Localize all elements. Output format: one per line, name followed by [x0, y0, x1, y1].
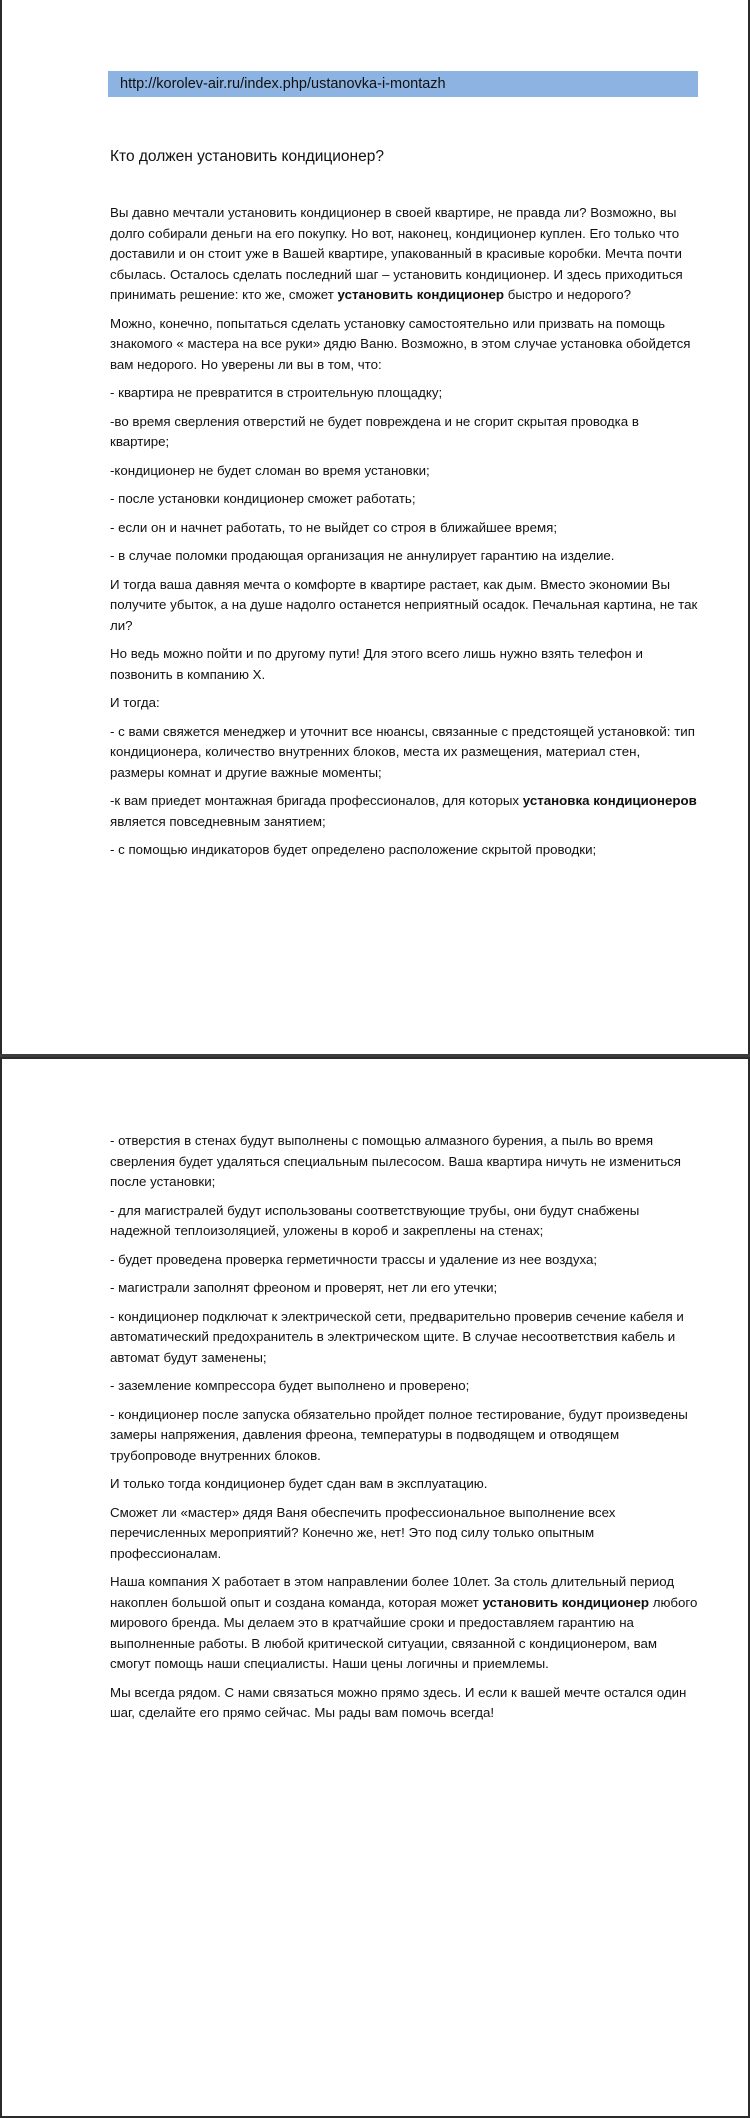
bold-keyword: установка кондиционеров — [522, 793, 697, 808]
paragraph: - после установки кондиционер сможет работать; — [110, 491, 416, 506]
paragraph: - кондиционер после запуска обязательно пройдет полное тестирование, будут произведены замеры напряжения, давления фреона, температуры в подводящем и отводящем трубопроводе внутренних блоков. — [110, 1406, 688, 1463]
paragraph: - для магистралей будут использованы соответствующие трубы, они будут снабжены надежной теплоизоляцией, уложены в короб и закреплены на стенах; — [110, 1202, 640, 1238]
document-title: Кто должен установить кондиционер? — [110, 148, 384, 165]
paragraph: И тогда ваша давняя мечта о комфорте в квартире растает, как дым. Вместо экономии Вы получите убыток, а на душе надолго останется неприятный осадок. Печальная картина, не так ли? — [110, 576, 698, 633]
paragraph: Мы всегда рядом. С нами связаться можно прямо здесь. И если к вашей мечте остался один шаг, сделайте его прямо сейчас. Мы рады вам помочь всегда! — [110, 1684, 687, 1720]
url-highlight[interactable]: http://korolev-air.ru/index.php/ustanovka-i-montazh — [108, 71, 698, 97]
paragraph-text: Вы давно мечтали установить кондиционер в своей квартире, не правда ли? Возможно, вы долго собирали деньги на его покупку. Но вот, наконец, кондиционер куплен. Его только что доставили и он стоит уже в Вашей квартире, упакованный в красивые коробки. Мечта почти сбылась. Осталось сделать последний шаг – установить кондиционер. И здесь приходиться принимать решение: кто же, сможет — [110, 205, 683, 302]
paragraph: - магистрали заполнят фреоном и проверят, нет ли его утечки; — [110, 1280, 498, 1295]
paragraph: - в случае поломки продающая организация не аннулирует гарантию на изделие. — [110, 548, 615, 563]
bold-keyword: установить кондиционер — [482, 1594, 649, 1610]
paragraph — [110, 791, 698, 832]
page-1-body — [110, 203, 698, 869]
paragraph: И только тогда кондиционер будет сдан вам в эксплуатацию. — [110, 1476, 488, 1491]
paragraph: - квартира не превратится в строительную площадку; — [110, 385, 443, 400]
paragraph: И тогда: — [110, 695, 160, 710]
bold-keyword: установить кондиционер — [337, 287, 505, 302]
paragraph: - если он и начнет работать, то не выйдет со строя в ближайшее время; — [110, 519, 558, 535]
paragraph: -во время сверления отверстий не будет повреждена и не сгорит скрытая проводка в квартире; — [110, 413, 639, 449]
paragraph-text: является повседневным занятием; — [110, 813, 326, 829]
paragraph: Но ведь можно пойти и по другому пути! Для этого всего лишь нужно взять телефон и позвонить в компанию Х. — [110, 646, 643, 682]
paragraph-text: Наша компания Х работает в этом направлении более 10лет. За столь длительный период накоплен большой опыт и создана команда, которая может — [110, 1574, 675, 1610]
paragraph: - заземление компрессора будет выполнено и проверено; — [110, 1378, 470, 1393]
paragraph: - отверстия в стенах будут выполнены с помощью алмазного бурения, а пыль во время сверления будет удаляться специальным пылесосом. Ваша квартира ничуть не измениться после установки; — [110, 1133, 681, 1189]
paragraph — [110, 1572, 698, 1675]
paragraph-text: -к вам приедет монтажная бригада профессионалов, для которых — [110, 793, 523, 808]
document-page-1 — [0, 0, 750, 1056]
paragraph — [110, 203, 698, 306]
paragraph: Можно, конечно, попытаться сделать установку самостоятельно или призвать на помощь знакомого « мастера на все руки» дядю Ваню. Возможно, в этом случае установка обойдется вам недорого. Но уверены ли вы в том, что: — [110, 315, 691, 372]
page-2-body — [110, 1131, 698, 1732]
paragraph: Сможет ли «мастер» дядя Ваня обеспечить профессиональное выполнение всех перечисленных мероприятий? Конечно же, нет! Это под силу только опытным профессионалам. — [110, 1504, 616, 1561]
paragraph: - с помощью индикаторов будет определено расположение скрытой проводки; — [110, 842, 597, 857]
paragraph-text: быстро и недорого? — [504, 287, 631, 302]
paragraph-text: любого мирового бренда. Мы делаем это в кратчайшие сроки и предоставляем гарантию на выполненные работы. В любой критической ситуации, связанной с кондиционером, вам смогут помощь наши специалисты. Наши цены логичны и приемлемы. — [110, 1594, 698, 1671]
paragraph: - с вами свяжется менеджер и уточнит все нюансы, связанные с предстоящей установкой: тип кондиционера, количество внутренних блоков, места их размещения, материал стен, размеры комнат и другие важные моменты; — [110, 723, 695, 780]
document-page-2 — [0, 1057, 750, 2118]
paragraph: -кондиционер не будет сломан во время установки; — [110, 462, 430, 478]
paragraph: - будет проведена проверка герметичности трассы и удаление из нее воздуха; — [110, 1251, 598, 1267]
paragraph: - кондиционер подключат к электрической сети, предварительно проверив сечение кабеля и автоматический предохранитель в электрическом щите. В случае несоответствия кабель и автомат будут заменены; — [110, 1308, 684, 1365]
